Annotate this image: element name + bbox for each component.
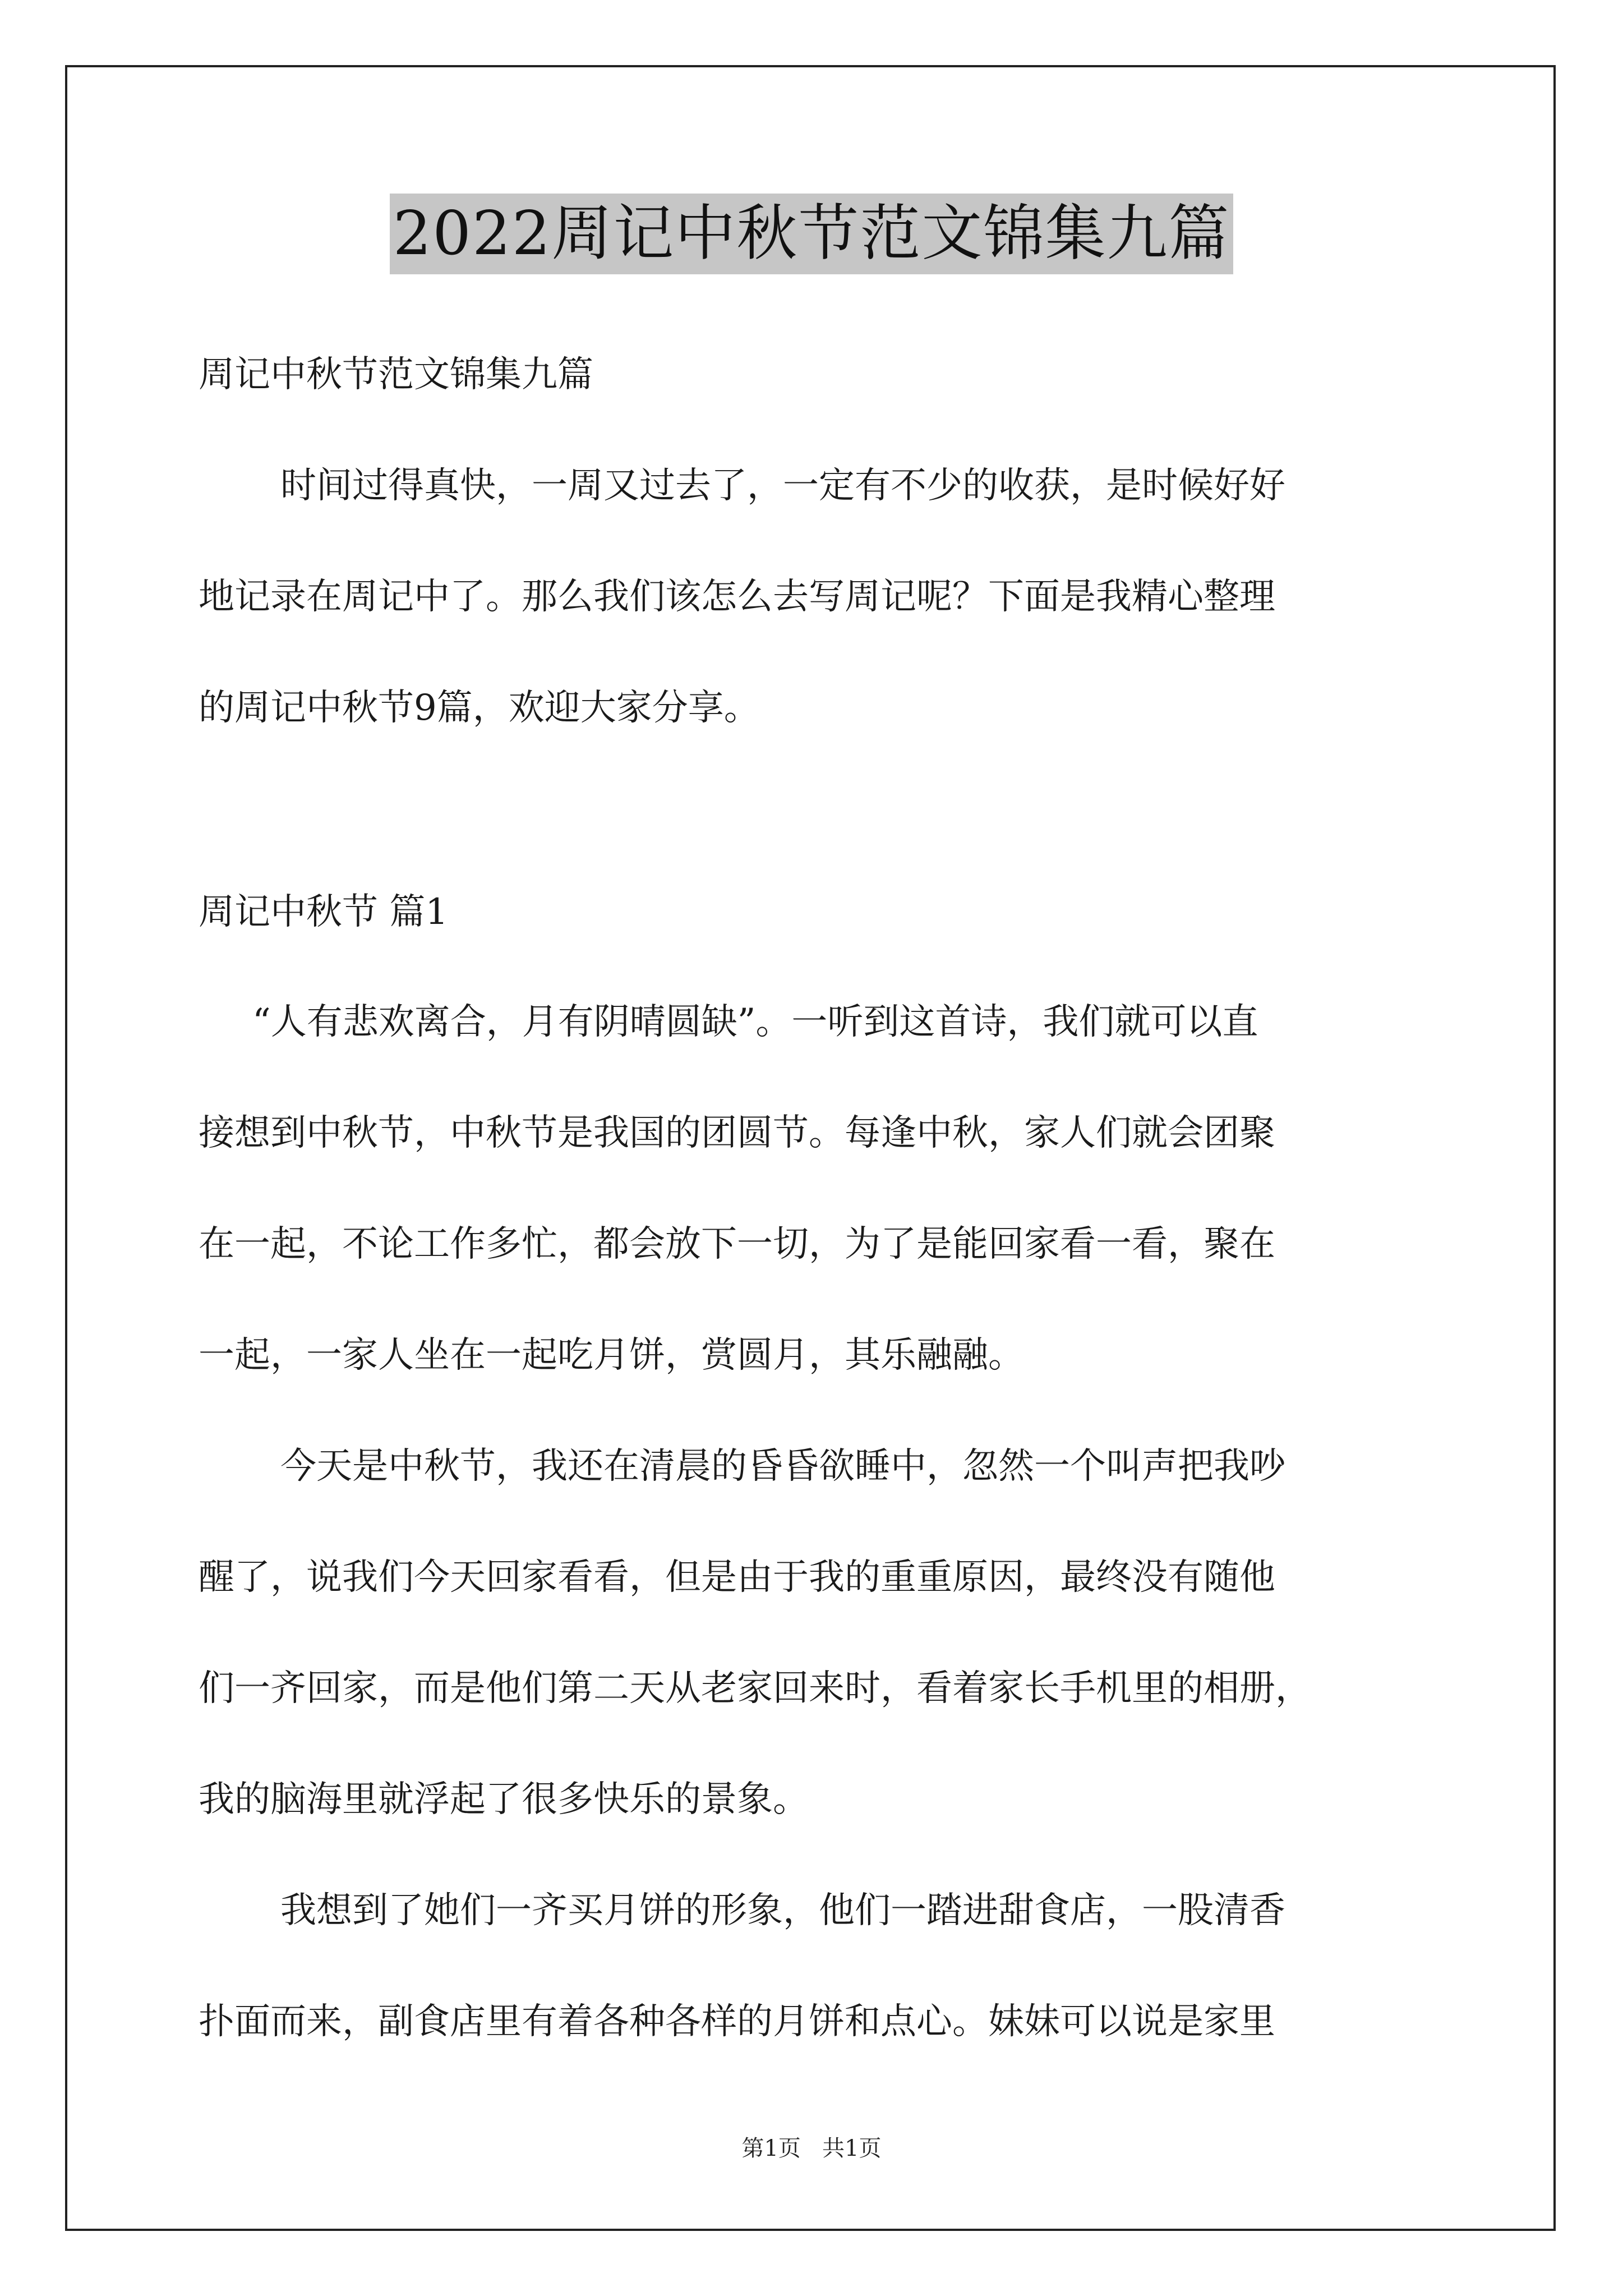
title-block xyxy=(0,194,1623,274)
page-footer: 第1页 共1页 xyxy=(741,2136,882,2161)
paragraph-line: 接想到中秋节，中秋节是我国的团圆节。每逢中秋，家人们就会团聚 xyxy=(199,1112,1275,1154)
section-heading: 周记中秋节 篇1 xyxy=(199,891,449,933)
paragraph-line: 在一起，不论工作多忙，都会放下一切，为了是能回家看一看，聚在 xyxy=(199,1223,1275,1265)
intro-line: 的周记中秋节9篇，欢迎大家分享。 xyxy=(199,687,760,729)
paragraph-line: 一起，一家人坐在一起吃月饼，赏圆月，其乐融融。 xyxy=(199,1335,1024,1376)
paragraph-line: “人有悲欢离合，月有阴晴圆缺”。一听到这首诗，我们就可以直 xyxy=(252,1001,1258,1043)
intro-line: 地记录在周记中了。那么我们该怎么去写周记呢？下面是我精心整理 xyxy=(199,576,1275,618)
intro-line: 时间过得真快，一周又过去了，一定有不少的收获，是时候好好 xyxy=(280,465,1285,507)
paragraph-line: 我想到了她们一齐买月饼的形象，他们一踏进甜食店，一股清香 xyxy=(280,1890,1285,1931)
document-title: 2022周记中秋节范文锦集九篇 xyxy=(390,194,1234,274)
paragraph-line: 我的脑海里就浮起了很多快乐的景象。 xyxy=(199,1779,809,1820)
paragraph-line: 扑面而来，副食店里有着各种各样的月饼和点心。妹妹可以说是家里 xyxy=(199,2001,1275,2042)
document-subtitle: 周记中秋节范文锦集九篇 xyxy=(199,354,593,395)
paragraph-line: 醒了，说我们今天回家看看，但是由于我的重重原因，最终没有随他 xyxy=(199,1557,1275,1598)
paragraph-line: 们一齐回家，而是他们第二天从老家回来时，看着家长手机里的相册， xyxy=(199,1668,1311,1709)
paragraph-line: 今天是中秋节，我还在清晨的昏昏欲睡中，忽然一个叫声把我吵 xyxy=(280,1446,1285,1487)
